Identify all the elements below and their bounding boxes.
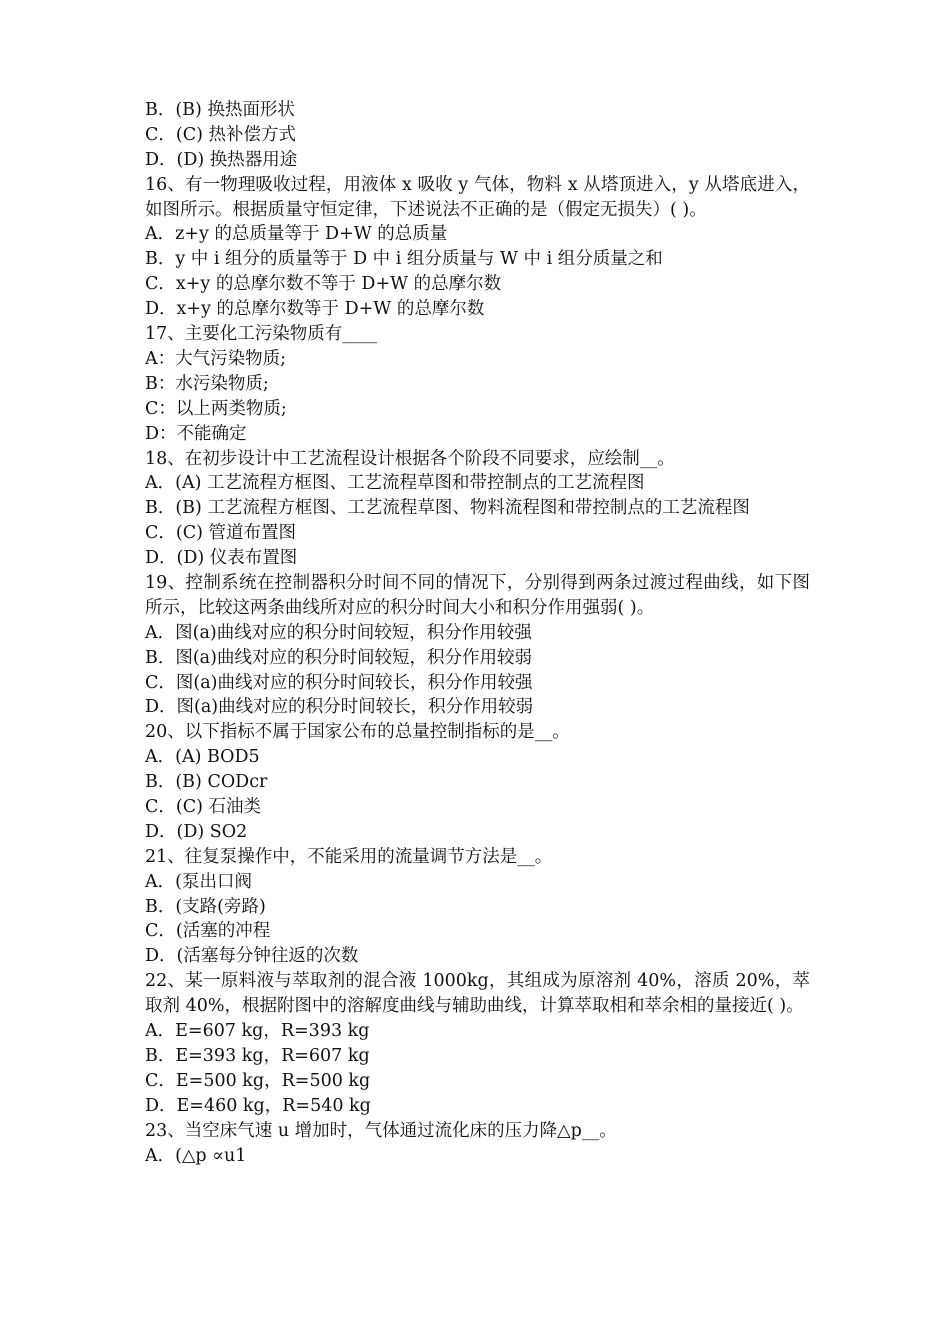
question-23: 23、当空床气速 u 增加时，气体通过流化床的压力降△p__。 xyxy=(145,1120,617,1141)
option-21a: A．(泵出口阀 xyxy=(145,871,252,892)
option-17c: C：以上两类物质; xyxy=(145,398,287,419)
option-19d: D．图(a)曲线对应的积分时间较长，积分作用较弱 xyxy=(145,697,534,718)
option-18d: D．(D) 仪表布置图 xyxy=(145,548,298,569)
option-15b: B．(B) 换热面形状 xyxy=(145,100,295,120)
option-22a: A．E=607 kg，R=393 kg xyxy=(145,1021,370,1042)
option-23a: A．(△p ∝u1 xyxy=(145,1145,247,1166)
option-21c: C．(活塞的冲程 xyxy=(145,921,271,942)
option-21b: B．(支路(旁路) xyxy=(145,896,266,917)
option-21d: D．(活塞每分钟往返的次数 xyxy=(145,946,359,967)
option-17b: B：水污染物质; xyxy=(145,373,269,394)
option-20c: C．(C) 石油类 xyxy=(145,797,261,817)
option-19c: C．图(a)曲线对应的积分时间较长，积分作用较强 xyxy=(145,672,533,693)
option-16a: A．z+y 的总质量等于 D+W 的总质量 xyxy=(145,224,448,245)
option-17d: D：不能确定 xyxy=(145,423,247,444)
question-18: 18、在初步设计中工艺流程设计根据各个阶段不同要求，应绘制__。 xyxy=(145,448,675,469)
option-15d: D．(D) 换热器用途 xyxy=(145,149,298,170)
option-16c: C．x+y 的总摩尔数不等于 D+W 的总摩尔数 xyxy=(145,274,502,295)
option-22d: D．E=460 kg，R=540 kg xyxy=(145,1095,371,1116)
question-22: 22、某一原料液与萃取剂的混合液 1000kg，其组成为原溶剂 40%，溶质 20%，萃取剂 40%，根据附图中的溶解度曲线与辅助曲线，计算萃取相和萃余相的量接近( )。 xyxy=(145,971,810,1017)
document-body xyxy=(145,98,810,1168)
question-21: 21、往复泵操作中，不能采用的流量调节方法是__。 xyxy=(145,846,553,867)
question-17: 17、主要化工污染物质有____ xyxy=(145,324,378,345)
question-19: 19、控制系统在控制器积分时间不同的情况下，分别得到两条过渡过程曲线，如下图所示，比较这两条曲线所对应的积分时间大小和积分作用强弱( )。 xyxy=(145,572,810,618)
option-16d: D．x+y 的总摩尔数等于 D+W 的总摩尔数 xyxy=(145,299,485,320)
option-20b: B．(B) CODcr xyxy=(145,772,268,793)
question-16: 16、有一物理吸收过程，用液体 x 吸收 y 气体，物料 x 从塔顶进入，y 从塔底进入，如图所示。根据质量守恒定律，下述说法不正确的是（假定无损失）( )。 xyxy=(145,174,810,220)
question-20: 20、以下指标不属于国家公布的总量控制指标的是__。 xyxy=(145,722,570,743)
option-15c: C．(C) 热补偿方式 xyxy=(145,124,296,145)
option-20d: D．(D) SO2 xyxy=(145,821,248,842)
option-17a: A：大气污染物质; xyxy=(145,348,287,369)
option-22b: B．E=393 kg，R=607 kg xyxy=(145,1045,370,1066)
option-19b: B．图(a)曲线对应的积分时间较短，积分作用较弱 xyxy=(145,647,532,668)
option-18b: B．(B) 工艺流程方框图、工艺流程草图、物料流程图和带控制点的工艺流程图 xyxy=(145,498,750,519)
option-19a: A．图(a)曲线对应的积分时间较短，积分作用较强 xyxy=(145,622,532,643)
option-18a: A．(A) 工艺流程方框图、工艺流程草图和带控制点的工艺流程图 xyxy=(145,473,645,494)
option-18c: C．(C) 管道布置图 xyxy=(145,523,296,544)
option-20a: A．(A) BOD5 xyxy=(145,747,260,768)
option-16b: B．y 中 i 组分的质量等于 D 中 i 组分质量与 W 中 i 组分质量之和 xyxy=(145,249,663,270)
option-22c: C．E=500 kg，R=500 kg xyxy=(145,1070,371,1091)
